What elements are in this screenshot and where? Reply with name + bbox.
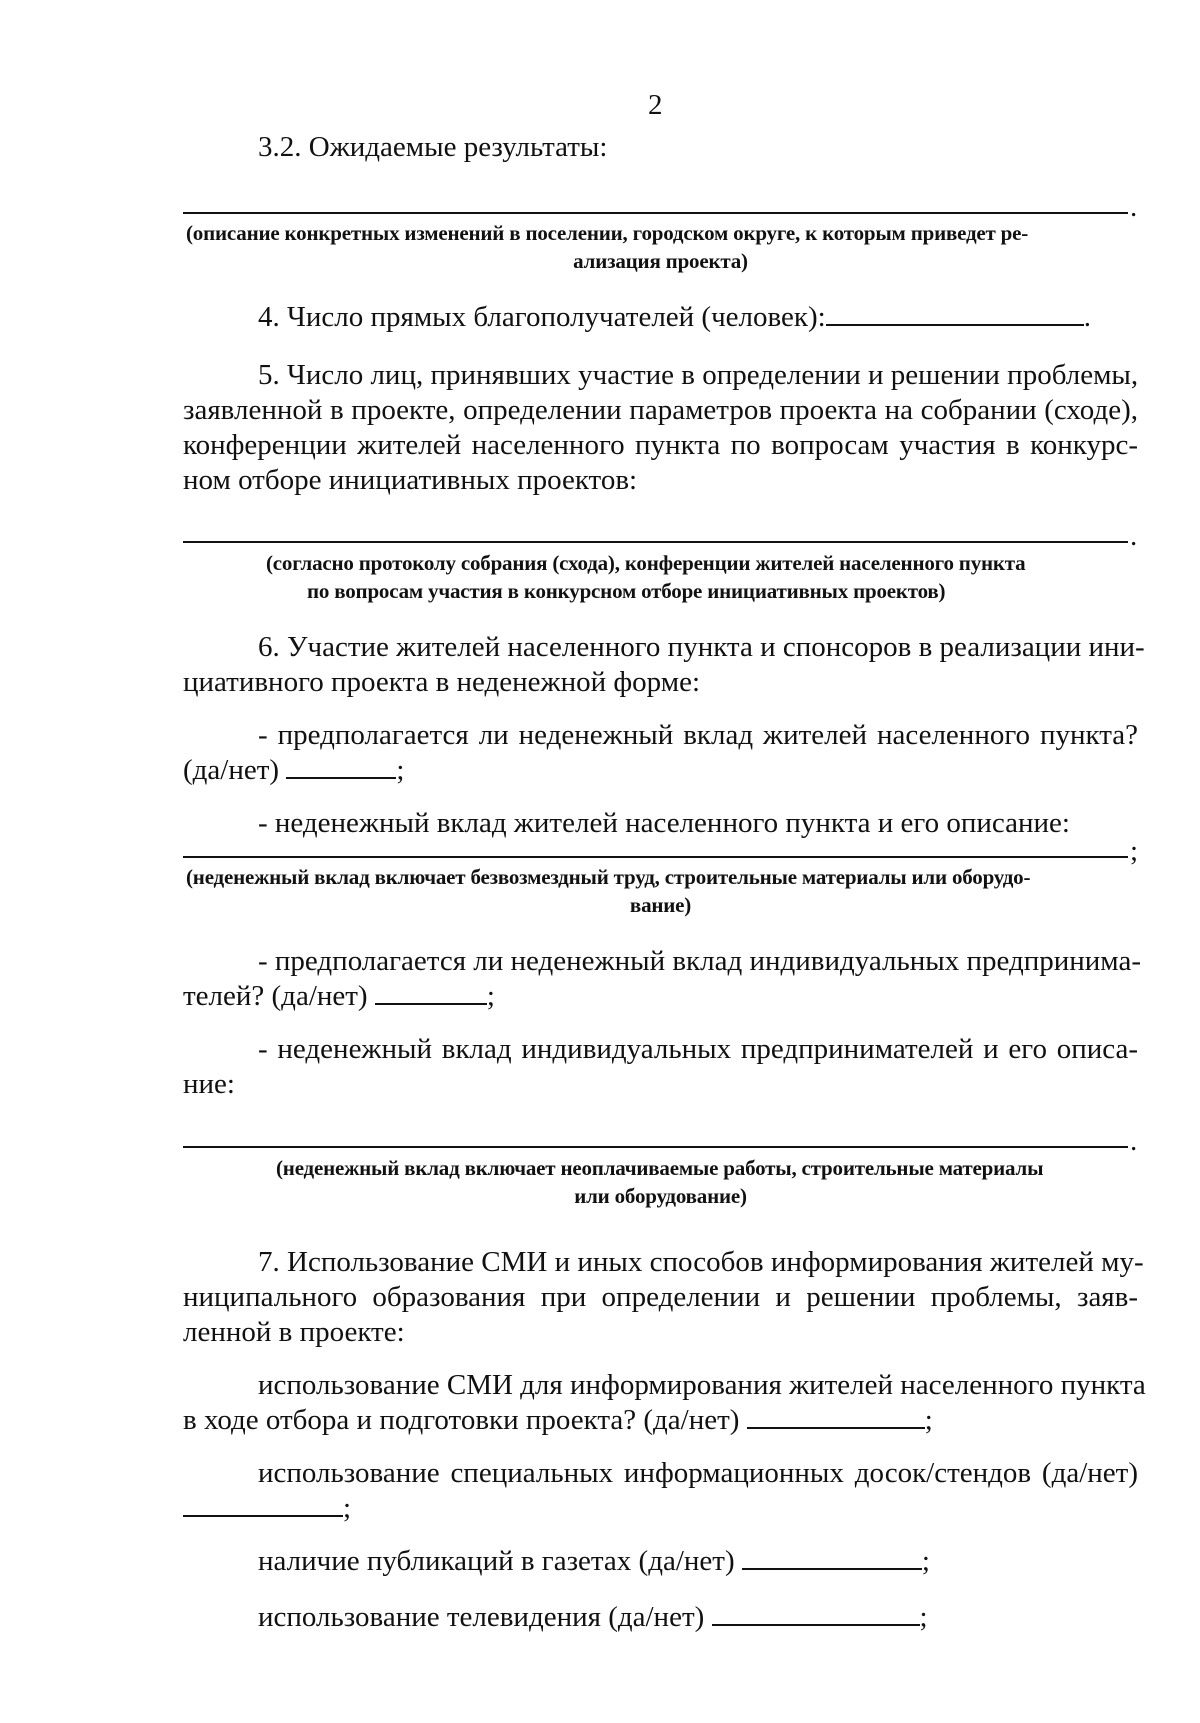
answer-line-6-q4-end: .	[1130, 1125, 1138, 1157]
section-4-text	[258, 300, 1091, 334]
section-5-line-4: ном отборе инициативных проектов:	[183, 464, 638, 496]
note-5-line-2: по вопросам участия в конкурсном отборе инициативных проектов)	[307, 579, 946, 603]
answer-line-6-q2-end: ;	[1130, 835, 1139, 867]
note-5-line-1: (согласно протоколу собрания (схода), конференции жителей населенного пункта	[266, 551, 1026, 575]
section-6-q1-line-1: - предполагается ли неденежный вклад жителей населенного пункта?	[258, 719, 1138, 751]
note-6-q2-line-1: (неденежный вклад включает безвозмездный труд, строительные материалы или оборудо-	[186, 865, 1031, 889]
note-3-2-line-1: (описание конкретных изменений в поселении, городском округе, к которым приведет ре-	[186, 221, 1029, 245]
section-7-q4-label: использование телевидения (да/нет)	[258, 1601, 705, 1633]
answer-line-5[interactable]	[183, 541, 1128, 543]
section-6-q1-end: ;	[396, 754, 405, 786]
section-7-q2-line-1: использование специальных информационных досок/стендов (да/нет)	[258, 1457, 1138, 1489]
answer-line-6-q4[interactable]	[183, 1146, 1128, 1148]
section-6-q4-line-2: ние:	[183, 1068, 235, 1100]
entrepreneurs-contribution-yes-no-field[interactable]	[375, 979, 487, 1005]
note-6-q2-line-2: вание)	[629, 893, 692, 917]
section-7-line-3: ленной в проекте:	[183, 1316, 405, 1348]
section-4-label: 4. Число прямых благополучателей (человек):	[258, 301, 826, 333]
section-7-q4-end: ;	[919, 1601, 928, 1633]
section-7-line-1: 7. Использование СМИ и иных способов информирования жителей му-	[258, 1246, 1144, 1278]
section-7-q4	[258, 1600, 928, 1634]
section-7-q2-end: ;	[343, 1492, 352, 1524]
television-usage-yes-no-field[interactable]	[712, 1600, 920, 1626]
answer-line-3-2-end: .	[1130, 191, 1138, 223]
section-6-q3-label: телей? (да/нет)	[183, 980, 368, 1012]
section-5-line-1: 5. Число лиц, принявших участие в определении и решении проблемы,	[258, 359, 1139, 391]
newspaper-publications-yes-no-field[interactable]	[742, 1544, 922, 1570]
section-5-line-2: заявленной в проекте, определении параметров проекта на собрании (сходе),	[183, 394, 1138, 426]
note-3-2-line-2: ализация проекта)	[573, 249, 748, 273]
section-7-q1-label: в ходе отбора и подготовки проекта? (да/нет)	[183, 1404, 740, 1436]
beneficiaries-field[interactable]	[826, 300, 1084, 326]
section-6-q2-text: - неденежный вклад жителей населенного пункта и его описание:	[258, 807, 1070, 839]
section-7-line-2: ниципального образования при определении и решении проблемы, заяв-	[183, 1281, 1138, 1313]
section-7-q3-label: наличие публикаций в газетах (да/нет)	[258, 1545, 735, 1577]
answer-line-3-2[interactable]	[183, 212, 1128, 214]
answer-line-5-end: .	[1130, 520, 1138, 552]
note-6-q4-line-2: или оборудование)	[574, 1184, 747, 1208]
section-4-end: .	[1083, 301, 1091, 333]
section-6-q1-label: (да/нет)	[183, 754, 280, 786]
info-boards-yes-no-field[interactable]	[183, 1491, 343, 1517]
section-7-q3	[258, 1544, 930, 1578]
section-6-q1-line-2	[183, 753, 404, 787]
section-7-q1-line-1: использование СМИ для информирования жителей населенного пункта	[258, 1369, 1146, 1401]
media-usage-yes-no-field[interactable]	[747, 1403, 925, 1429]
answer-line-6-q2[interactable]	[183, 856, 1128, 858]
residents-contribution-yes-no-field[interactable]	[286, 753, 396, 779]
section-7-q1-line-2	[183, 1403, 933, 1437]
section-6-q3-end: ;	[486, 980, 495, 1012]
section-5-line-3: конференции жителей населенного пункта по вопросам участия в конкурс-	[183, 429, 1138, 461]
section-7-q2-line-2	[183, 1491, 351, 1525]
section-3-2-heading: 3.2. Ожидаемые результаты:	[258, 131, 608, 163]
section-7-q1-end: ;	[924, 1404, 933, 1436]
section-6-q3-line-1: - предполагается ли неденежный вклад индивидуальных предпринима-	[258, 945, 1141, 977]
note-6-q4-line-1: (неденежный вклад включает неоплачиваемые работы, строительные материалы	[276, 1156, 1044, 1180]
section-7-q3-end: ;	[921, 1545, 930, 1577]
section-6-line-1: 6. Участие жителей населенного пункта и спонсоров в реализации ини-	[258, 631, 1145, 663]
section-6-q4-line-1: - неденежный вклад индивидуальных предпринимателей и его описа-	[258, 1033, 1138, 1065]
page-number: 2	[648, 89, 663, 121]
section-6-line-2: циативного проекта в неденежной форме:	[183, 666, 701, 698]
section-6-q3-line-2	[183, 979, 495, 1013]
